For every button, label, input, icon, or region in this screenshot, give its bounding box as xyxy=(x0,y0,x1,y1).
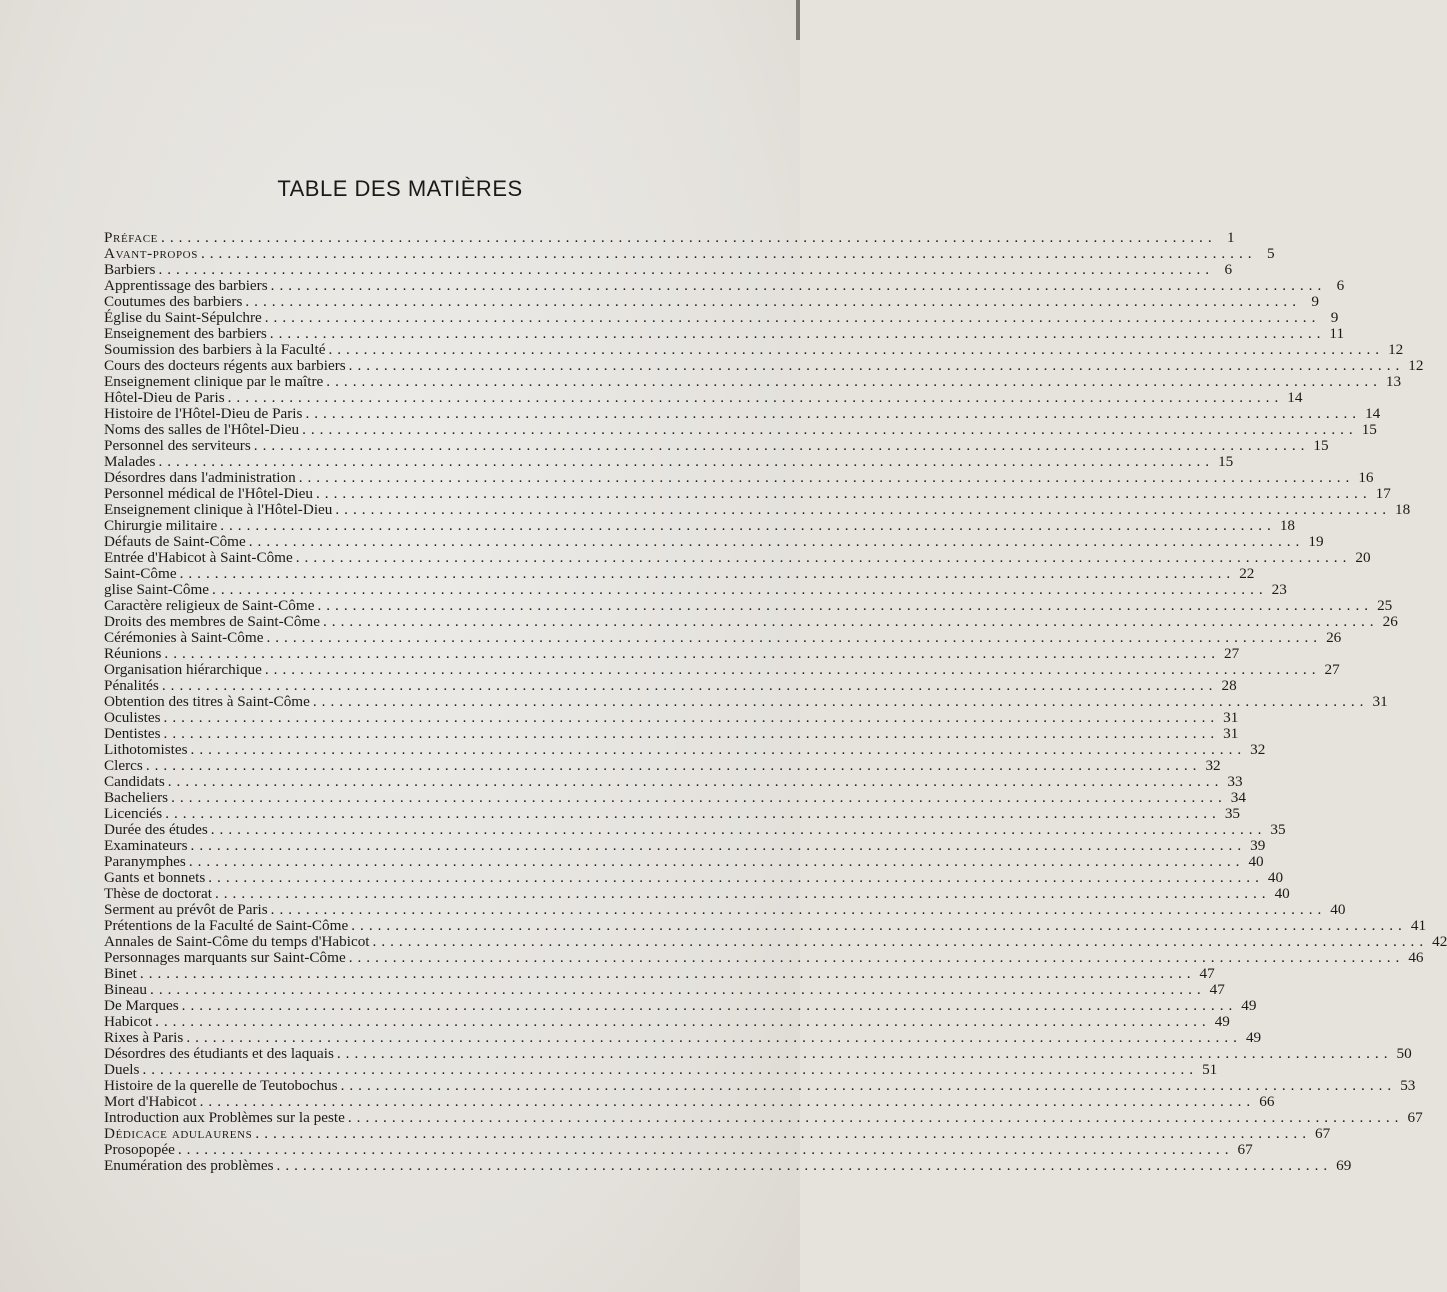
toc-entry-title: Préface xyxy=(104,229,159,246)
toc-entry xyxy=(104,245,1275,262)
toc-entry xyxy=(104,357,1424,374)
toc-entry-title: Thèse de doctorat xyxy=(104,885,212,902)
toc-dot-leader: ........................................................................................................................ xyxy=(145,757,1202,774)
toc-entry-page-number: 31 xyxy=(1372,693,1388,710)
toc-entry-page-number: 49 xyxy=(1245,1029,1262,1046)
toc-entry-page-number: 35 xyxy=(1224,805,1240,822)
toc-dot-leader: ........................................................................................................................ xyxy=(347,1109,1404,1126)
toc-entry xyxy=(104,917,1427,934)
toc-entry xyxy=(104,805,1240,822)
toc-entry xyxy=(104,933,1447,950)
toc-dot-leader: ........................................................................................................................ xyxy=(302,421,1358,438)
toc-dot-leader: ........................................................................................................................ xyxy=(190,741,1247,758)
toc-dot-leader: ........................................................................................................................ xyxy=(167,773,1224,790)
toc-entry xyxy=(104,533,1324,550)
toc-entry-title: Église du Saint-Sépulchre xyxy=(104,309,262,326)
toc-entry xyxy=(104,453,1234,470)
toc-entry-title: glise Saint-Côme xyxy=(104,581,210,598)
toc-entry-page-number: 49 xyxy=(1241,997,1257,1014)
toc-entry-page-number: 67 xyxy=(1315,1125,1331,1142)
toc-entry-page-number: 35 xyxy=(1270,821,1286,838)
toc-entry-title: Désordres dans l'administration xyxy=(104,469,296,486)
toc-entry-title: Introduction aux Problèmes sur la peste xyxy=(104,1109,345,1126)
toc-entry-title: Serment au prévôt de Paris xyxy=(104,901,268,918)
toc-entry xyxy=(104,309,1339,326)
toc-entry-page-number: 27 xyxy=(1324,661,1340,678)
toc-entry-page-number: 42 xyxy=(1432,933,1447,950)
toc-entry-page-number: 28 xyxy=(1221,677,1237,694)
toc-entry-page-number: 31 xyxy=(1223,709,1239,726)
toc-dot-leader: ........................................................................................................................ xyxy=(328,341,1385,358)
toc-entry-page-number: 6 xyxy=(1224,261,1233,278)
toc-entry xyxy=(104,997,1257,1014)
toc-entry-page-number: 32 xyxy=(1250,741,1266,758)
toc-entry xyxy=(104,1061,1218,1078)
toc-entry-page-number: 16 xyxy=(1358,469,1374,486)
toc-entry xyxy=(104,773,1243,790)
toc-entry-title: Paranymphes xyxy=(104,853,186,870)
toc-entry xyxy=(104,837,1266,854)
toc-dot-leader: ........................................................................................................................ xyxy=(171,789,1227,806)
toc-dot-leader: ........................................................................................................................ xyxy=(161,229,1217,246)
toc-entry-page-number: 31 xyxy=(1223,725,1239,742)
toc-dot-leader: ........................................................................................................................ xyxy=(312,693,1369,710)
toc-entry-title: Pénalités xyxy=(104,677,159,694)
toc-entry-title: Prétentions de la Faculté de Saint-Côme xyxy=(104,917,349,934)
toc-entry xyxy=(104,229,1235,246)
toc-dot-leader: ........................................................................................................................ xyxy=(179,565,1236,582)
toc-entry-page-number: 12 xyxy=(1408,357,1424,374)
toc-entry xyxy=(104,469,1374,486)
toc-entry xyxy=(104,661,1340,678)
toc-entry-page-number: 46 xyxy=(1408,949,1424,966)
toc-entry-title: Histoire de l'Hôtel-Dieu de Paris xyxy=(104,405,303,422)
toc-entry-title: Bacheliers xyxy=(104,789,169,806)
toc-entry xyxy=(104,389,1303,406)
toc-entry-page-number: 12 xyxy=(1388,341,1404,358)
toc-entry-title: Enseignement clinique par le maître xyxy=(104,373,324,390)
toc-entry xyxy=(104,1141,1253,1158)
toc-entry-title: Licenciés xyxy=(104,805,163,822)
toc-dot-leader: ........................................................................................................................ xyxy=(212,581,1268,598)
toc-entry-title: Gants et bonnets xyxy=(104,869,206,886)
toc-dot-leader: ........................................................................................................................ xyxy=(199,1093,1256,1110)
toc-entry xyxy=(104,1093,1275,1110)
toc-entry xyxy=(104,1157,1352,1174)
toc-entry xyxy=(104,373,1402,390)
toc-entry-title: Soumission des barbiers à la Faculté xyxy=(104,341,326,358)
toc-entry xyxy=(104,1013,1230,1030)
toc-entry xyxy=(104,725,1239,742)
toc-entry-page-number: 47 xyxy=(1209,981,1225,998)
toc-dot-leader: ........................................................................................................................ xyxy=(295,549,1352,566)
toc-entry-title: De Marques xyxy=(104,997,179,1014)
toc-dot-leader: ........................................................................................................................ xyxy=(163,709,1220,726)
toc-dot-leader: ........................................................................................................................ xyxy=(253,437,1310,454)
toc-entry-title: Caractère religieux de Saint-Côme xyxy=(104,597,315,614)
toc-entry-page-number: 40 xyxy=(1267,869,1284,886)
toc-dot-leader: ........................................................................................................................ xyxy=(336,1045,1393,1062)
toc-entry-title: Binet xyxy=(104,965,137,982)
toc-entry-page-number: 17 xyxy=(1375,485,1391,502)
toc-entry-page-number: 67 xyxy=(1237,1141,1253,1158)
toc-entry xyxy=(104,485,1391,502)
toc-entry xyxy=(104,853,1264,870)
toc-entry xyxy=(104,1109,1423,1126)
toc-entry-page-number: 20 xyxy=(1355,549,1371,566)
toc-dot-leader: ........................................................................................................................ xyxy=(317,597,1374,614)
toc-entry xyxy=(104,693,1388,710)
toc-entry-page-number: 9 xyxy=(1311,293,1319,310)
toc-dot-leader: ........................................................................................................................ xyxy=(190,837,1247,854)
toc-entry-page-number: 26 xyxy=(1382,613,1398,630)
toc-entry-title: Noms des salles de l'Hôtel-Dieu xyxy=(104,421,300,438)
toc-entry-page-number: 11 xyxy=(1329,325,1345,342)
toc-entry-title: Droits des membres de Saint-Côme xyxy=(104,613,320,630)
toc-entry-title: Durée des études xyxy=(104,821,208,838)
toc-entry-title: Entrée d'Habicot à Saint-Côme xyxy=(104,549,293,566)
toc-dot-leader: ........................................................................................................................ xyxy=(188,853,1245,870)
toc-entry-title: Mort d'Habicot xyxy=(104,1093,197,1110)
toc-entry xyxy=(104,277,1345,294)
toc-dot-leader: ........................................................................................................................ xyxy=(208,869,1264,886)
toc-dot-leader: ........................................................................................................................ xyxy=(315,485,1372,502)
toc-entry-page-number: 26 xyxy=(1326,629,1342,646)
toc-dot-leader: ........................................................................................................................ xyxy=(351,917,1407,934)
toc-entry-title: Avant-propos xyxy=(104,245,198,262)
toc-entry-title: Histoire de la querelle de Teutobochus xyxy=(104,1077,338,1094)
toc-entry-page-number: 1 xyxy=(1227,229,1235,246)
toc-dot-leader: ........................................................................................................................ xyxy=(164,645,1221,662)
toc-entry-title: Désordres des étudiants et des laquais xyxy=(104,1045,334,1062)
toc-entry-page-number: 39 xyxy=(1250,837,1266,854)
toc-dot-leader: ........................................................................................................................ xyxy=(298,469,1355,486)
toc-entry-page-number: 23 xyxy=(1271,581,1287,598)
toc-entry-title: Enseignement clinique à l'Hôtel-Dieu xyxy=(104,501,333,518)
toc-entry-title: Oculistes xyxy=(104,709,161,726)
toc-entry-page-number: 18 xyxy=(1279,517,1295,534)
toc-dot-leader: ........................................................................................................................ xyxy=(158,453,1215,470)
toc-dot-leader: ........................................................................................................................ xyxy=(155,1013,1211,1030)
toc-entry-title: Cérémonies à Saint-Côme xyxy=(104,629,264,646)
toc-entry xyxy=(104,645,1240,662)
toc-entry xyxy=(104,981,1225,998)
toc-dot-leader: ........................................................................................................................ xyxy=(326,373,1382,390)
toc-entry xyxy=(104,341,1404,358)
toc-dot-leader: ........................................................................................................................ xyxy=(348,949,1405,966)
toc-entry-title: Examinateurs xyxy=(104,837,188,854)
table-of-contents xyxy=(104,229,1447,1174)
toc-dot-leader: ........................................................................................................................ xyxy=(181,997,1238,1014)
toc-dot-leader: ........................................................................................................................ xyxy=(227,389,1284,406)
toc-entry-title: Enumération des problèmes xyxy=(104,1157,274,1174)
toc-entry xyxy=(104,261,1233,278)
toc-entry-title: Apprentissage des barbiers xyxy=(104,277,268,294)
toc-dot-leader: ........................................................................................................................ xyxy=(348,357,1405,374)
toc-entry-page-number: 40 xyxy=(1274,885,1290,902)
toc-entry xyxy=(104,597,1393,614)
toc-entry xyxy=(104,325,1345,342)
toc-dot-leader: ........................................................................................................................ xyxy=(142,1061,1199,1078)
toc-entry xyxy=(104,885,1290,902)
page-title: TABLE DES MATIÈRES xyxy=(277,176,523,201)
toc-entry xyxy=(104,789,1246,806)
toc-entry-title: Saint-Côme xyxy=(104,565,177,582)
toc-entry xyxy=(104,405,1381,422)
toc-entry xyxy=(104,629,1342,646)
toc-entry xyxy=(104,901,1346,918)
toc-entry-page-number: 41 xyxy=(1410,917,1427,934)
toc-entry-page-number: 18 xyxy=(1395,501,1411,518)
toc-entry-page-number: 66 xyxy=(1259,1093,1275,1110)
toc-dot-leader: ........................................................................................................................ xyxy=(266,629,1323,646)
toc-entry-page-number: 15 xyxy=(1313,437,1329,454)
toc-entry xyxy=(104,709,1239,726)
toc-entry-page-number: 47 xyxy=(1199,965,1215,982)
toc-entry-title: Enseignement des barbiers xyxy=(104,325,267,342)
toc-entry xyxy=(104,1077,1416,1094)
toc-entry xyxy=(104,965,1215,982)
toc-entry-title: Lithotomistes xyxy=(104,741,188,758)
toc-entry xyxy=(104,565,1255,582)
toc-entry-title: Chirurgie militaire xyxy=(104,517,218,534)
toc-entry-title: Coutumes des barbiers xyxy=(104,293,243,310)
toc-entry-page-number: 40 xyxy=(1330,901,1346,918)
toc-entry-title: Clercs xyxy=(104,757,143,774)
toc-entry xyxy=(104,1045,1412,1062)
toc-entry-title: Malades xyxy=(104,453,156,470)
toc-entry-page-number: 67 xyxy=(1407,1109,1423,1126)
toc-dot-leader: ........................................................................................................................ xyxy=(150,981,1206,998)
toc-entry-page-number: 5 xyxy=(1266,245,1275,262)
toc-entry xyxy=(104,949,1424,966)
toc-dot-leader: ........................................................................................................................ xyxy=(220,517,1276,534)
toc-dot-leader: ........................................................................................................................ xyxy=(322,613,1379,630)
toc-entry xyxy=(104,677,1237,694)
toc-entry xyxy=(104,1125,1331,1142)
toc-entry-page-number: 53 xyxy=(1400,1077,1416,1094)
toc-entry-title: Personnel médical de l'Hôtel-Dieu xyxy=(104,485,313,502)
toc-entry-title: Annales de Saint-Côme du temps d'Habicot xyxy=(104,933,370,950)
toc-dot-leader: ........................................................................................................................ xyxy=(186,1029,1242,1046)
toc-dot-leader: ........................................................................................................................ xyxy=(248,533,1305,550)
toc-entry xyxy=(104,549,1371,566)
toc-entry-page-number: 33 xyxy=(1227,773,1243,790)
toc-dot-leader: ........................................................................................................................ xyxy=(163,725,1220,742)
toc-entry-page-number: 40 xyxy=(1248,853,1264,870)
toc-entry-page-number: 32 xyxy=(1205,757,1221,774)
toc-entry-page-number: 34 xyxy=(1230,789,1246,806)
toc-entry-title: Personnages marquants sur Saint-Côme xyxy=(104,949,346,966)
toc-entry-title: Obtention des titres à Saint-Côme xyxy=(104,693,310,710)
toc-entry-page-number: 69 xyxy=(1336,1157,1352,1174)
toc-dot-leader: ........................................................................................................................ xyxy=(200,245,1257,262)
toc-entry xyxy=(104,293,1319,310)
toc-entry-page-number: 9 xyxy=(1330,309,1339,326)
toc-entry-title: Hôtel-Dieu de Paris xyxy=(104,389,225,406)
toc-dot-leader: ........................................................................................................................ xyxy=(264,661,1321,678)
toc-dot-leader: ........................................................................................................................ xyxy=(335,501,1391,518)
toc-dot-leader: ........................................................................................................................ xyxy=(372,933,1429,950)
toc-entry-title: Cours des docteurs régents aux barbiers xyxy=(104,357,346,374)
toc-entry-title: Dédicace adulaurens xyxy=(104,1125,253,1142)
toc-entry-page-number: 27 xyxy=(1224,645,1240,662)
toc-entry-page-number: 14 xyxy=(1287,389,1303,406)
toc-entry-page-number: 22 xyxy=(1239,565,1255,582)
toc-entry-page-number: 15 xyxy=(1218,453,1234,470)
toc-dot-leader: ........................................................................................................................ xyxy=(264,309,1321,326)
toc-entry xyxy=(104,581,1287,598)
toc-entry xyxy=(104,437,1329,454)
toc-entry-page-number: 14 xyxy=(1365,405,1381,422)
toc-entry-title: Personnel des serviteurs xyxy=(104,437,251,454)
toc-dot-leader: ........................................................................................................................ xyxy=(139,965,1196,982)
toc-dot-leader: ........................................................................................................................ xyxy=(270,277,1327,294)
toc-dot-leader: ........................................................................................................................ xyxy=(214,885,1271,902)
toc-dot-leader: ........................................................................................................................ xyxy=(245,293,1301,310)
toc-entry xyxy=(104,741,1266,758)
toc-entry xyxy=(104,821,1286,838)
toc-entry-page-number: 15 xyxy=(1361,421,1377,438)
toc-entry-page-number: 49 xyxy=(1214,1013,1230,1030)
toc-entry-title: Habicot xyxy=(104,1013,153,1030)
toc-entry xyxy=(104,421,1377,438)
toc-dot-leader: ........................................................................................................................ xyxy=(269,325,1326,342)
toc-entry-title: Réunions xyxy=(104,645,162,662)
toc-dot-leader: ........................................................................................................................ xyxy=(177,1141,1234,1158)
toc-dot-leader: ........................................................................................................................ xyxy=(305,405,1362,422)
toc-dot-leader: ........................................................................................................................ xyxy=(158,261,1215,278)
toc-entry-title: Prosopopée xyxy=(104,1141,175,1158)
toc-entry-title: Défauts de Saint-Côme xyxy=(104,533,246,550)
page-edge-shadow xyxy=(796,0,800,40)
toc-entry-page-number: 6 xyxy=(1336,277,1345,294)
toc-dot-leader: ........................................................................................................................ xyxy=(255,1125,1312,1142)
toc-entry-title: Barbiers xyxy=(104,261,156,278)
toc-entry-title: Dentistes xyxy=(104,725,161,742)
toc-entry-title: Organisation hiérarchique xyxy=(104,661,262,678)
toc-entry-title: Rixes à Paris xyxy=(104,1029,184,1046)
toc-dot-leader: ........................................................................................................................ xyxy=(210,821,1267,838)
toc-entry-page-number: 19 xyxy=(1308,533,1324,550)
toc-entry-page-number: 51 xyxy=(1202,1061,1218,1078)
toc-dot-leader: ........................................................................................................................ xyxy=(161,677,1218,694)
toc-dot-leader: ........................................................................................................................ xyxy=(270,901,1327,918)
toc-entry-page-number: 50 xyxy=(1396,1045,1412,1062)
toc-entry xyxy=(104,501,1411,518)
toc-dot-leader: ........................................................................................................................ xyxy=(276,1157,1333,1174)
toc-entry xyxy=(104,1029,1262,1046)
toc-dot-leader: ........................................................................................................................ xyxy=(165,805,1221,822)
toc-dot-leader: ........................................................................................................................ xyxy=(340,1077,1397,1094)
toc-entry xyxy=(104,757,1221,774)
toc-entry-title: Candidats xyxy=(104,773,165,790)
toc-entry-title: Bineau xyxy=(104,981,148,998)
toc-entry-page-number: 25 xyxy=(1377,597,1393,614)
toc-entry xyxy=(104,517,1295,534)
toc-entry xyxy=(104,869,1284,886)
toc-entry-page-number: 13 xyxy=(1385,373,1402,390)
toc-entry-title: Duels xyxy=(104,1061,140,1078)
toc-entry xyxy=(104,613,1398,630)
